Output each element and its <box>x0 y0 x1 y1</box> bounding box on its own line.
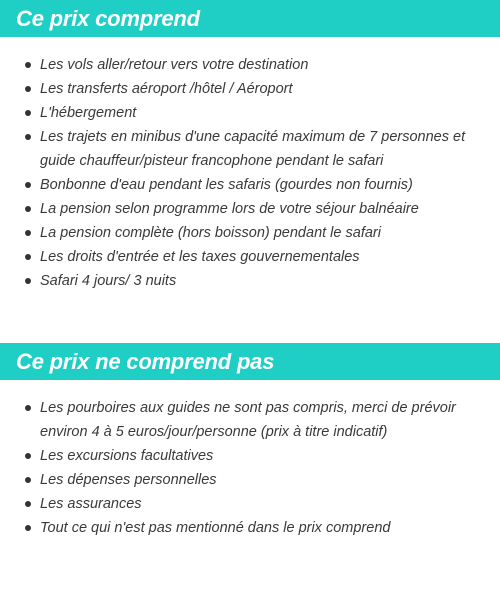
list-item-text: La pension selon programme lors de votre séjour balnéaire <box>40 201 419 217</box>
excluded-title: Ce prix ne comprend pas <box>16 348 275 374</box>
list-item <box>0 444 500 468</box>
list-item <box>0 468 500 492</box>
excluded-section <box>0 343 500 540</box>
included-section <box>0 0 500 293</box>
list-item-text: Les excursions facultatives <box>40 448 214 464</box>
bullet-icon <box>25 525 31 531</box>
bullet-icon <box>25 453 31 459</box>
list-item-text: L'hébergement <box>40 105 137 121</box>
included-banner <box>0 0 500 37</box>
list-item <box>0 125 500 173</box>
list-item <box>0 77 500 101</box>
included-list <box>0 53 500 293</box>
list-item <box>0 221 500 245</box>
bullet-icon <box>25 230 31 236</box>
bullet-icon <box>25 86 31 92</box>
list-item <box>0 197 500 221</box>
list-item-text: Safari 4 jours/ 3 nuits <box>40 273 177 289</box>
list-item-text: Les assurances <box>40 496 142 512</box>
list-item-text: Les dépenses personnelles <box>40 472 217 488</box>
bullet-icon <box>25 182 31 188</box>
list-item <box>0 245 500 269</box>
bullet-icon <box>25 62 31 68</box>
bullet-icon <box>25 278 31 284</box>
list-item-text: Les transferts aéroport /hôtel / Aéroport <box>40 81 293 97</box>
excluded-list <box>0 396 500 540</box>
bullet-icon <box>25 501 31 507</box>
list-item <box>0 492 500 516</box>
list-item <box>0 53 500 77</box>
bullet-icon <box>25 405 31 411</box>
list-item <box>0 101 500 125</box>
list-item-text: Les trajets en minibus d'une capacité maximum de 7 personnes et guide chauffeur/pisteur francophone pendant le safari <box>40 129 466 169</box>
list-item <box>0 396 500 444</box>
list-item-text: Les pourboires aux guides ne sont pas compris, merci de prévoir environ 4 à 5 euros/jour/personne (prix à titre indicatif) <box>40 400 456 440</box>
bullet-icon <box>25 110 31 116</box>
list-item-text: Les droits d'entrée et les taxes gouvernementales <box>40 249 360 265</box>
list-item <box>0 269 500 293</box>
bullet-icon <box>25 134 31 140</box>
bullet-icon <box>25 477 31 483</box>
list-item-text: Bonbonne d'eau pendant les safaris (gourdes non fournis) <box>40 177 413 193</box>
list-item-text: La pension complète (hors boisson) pendant le safari <box>40 225 381 241</box>
list-item-text: Tout ce qui n'est pas mentionné dans le prix comprend <box>40 520 391 536</box>
bullet-icon <box>25 206 31 212</box>
excluded-banner <box>0 343 500 380</box>
included-title: Ce prix comprend <box>16 5 200 31</box>
list-item-text: Les vols aller/retour vers votre destination <box>40 57 309 73</box>
list-item <box>0 173 500 197</box>
list-item <box>0 516 500 540</box>
bullet-icon <box>25 254 31 260</box>
